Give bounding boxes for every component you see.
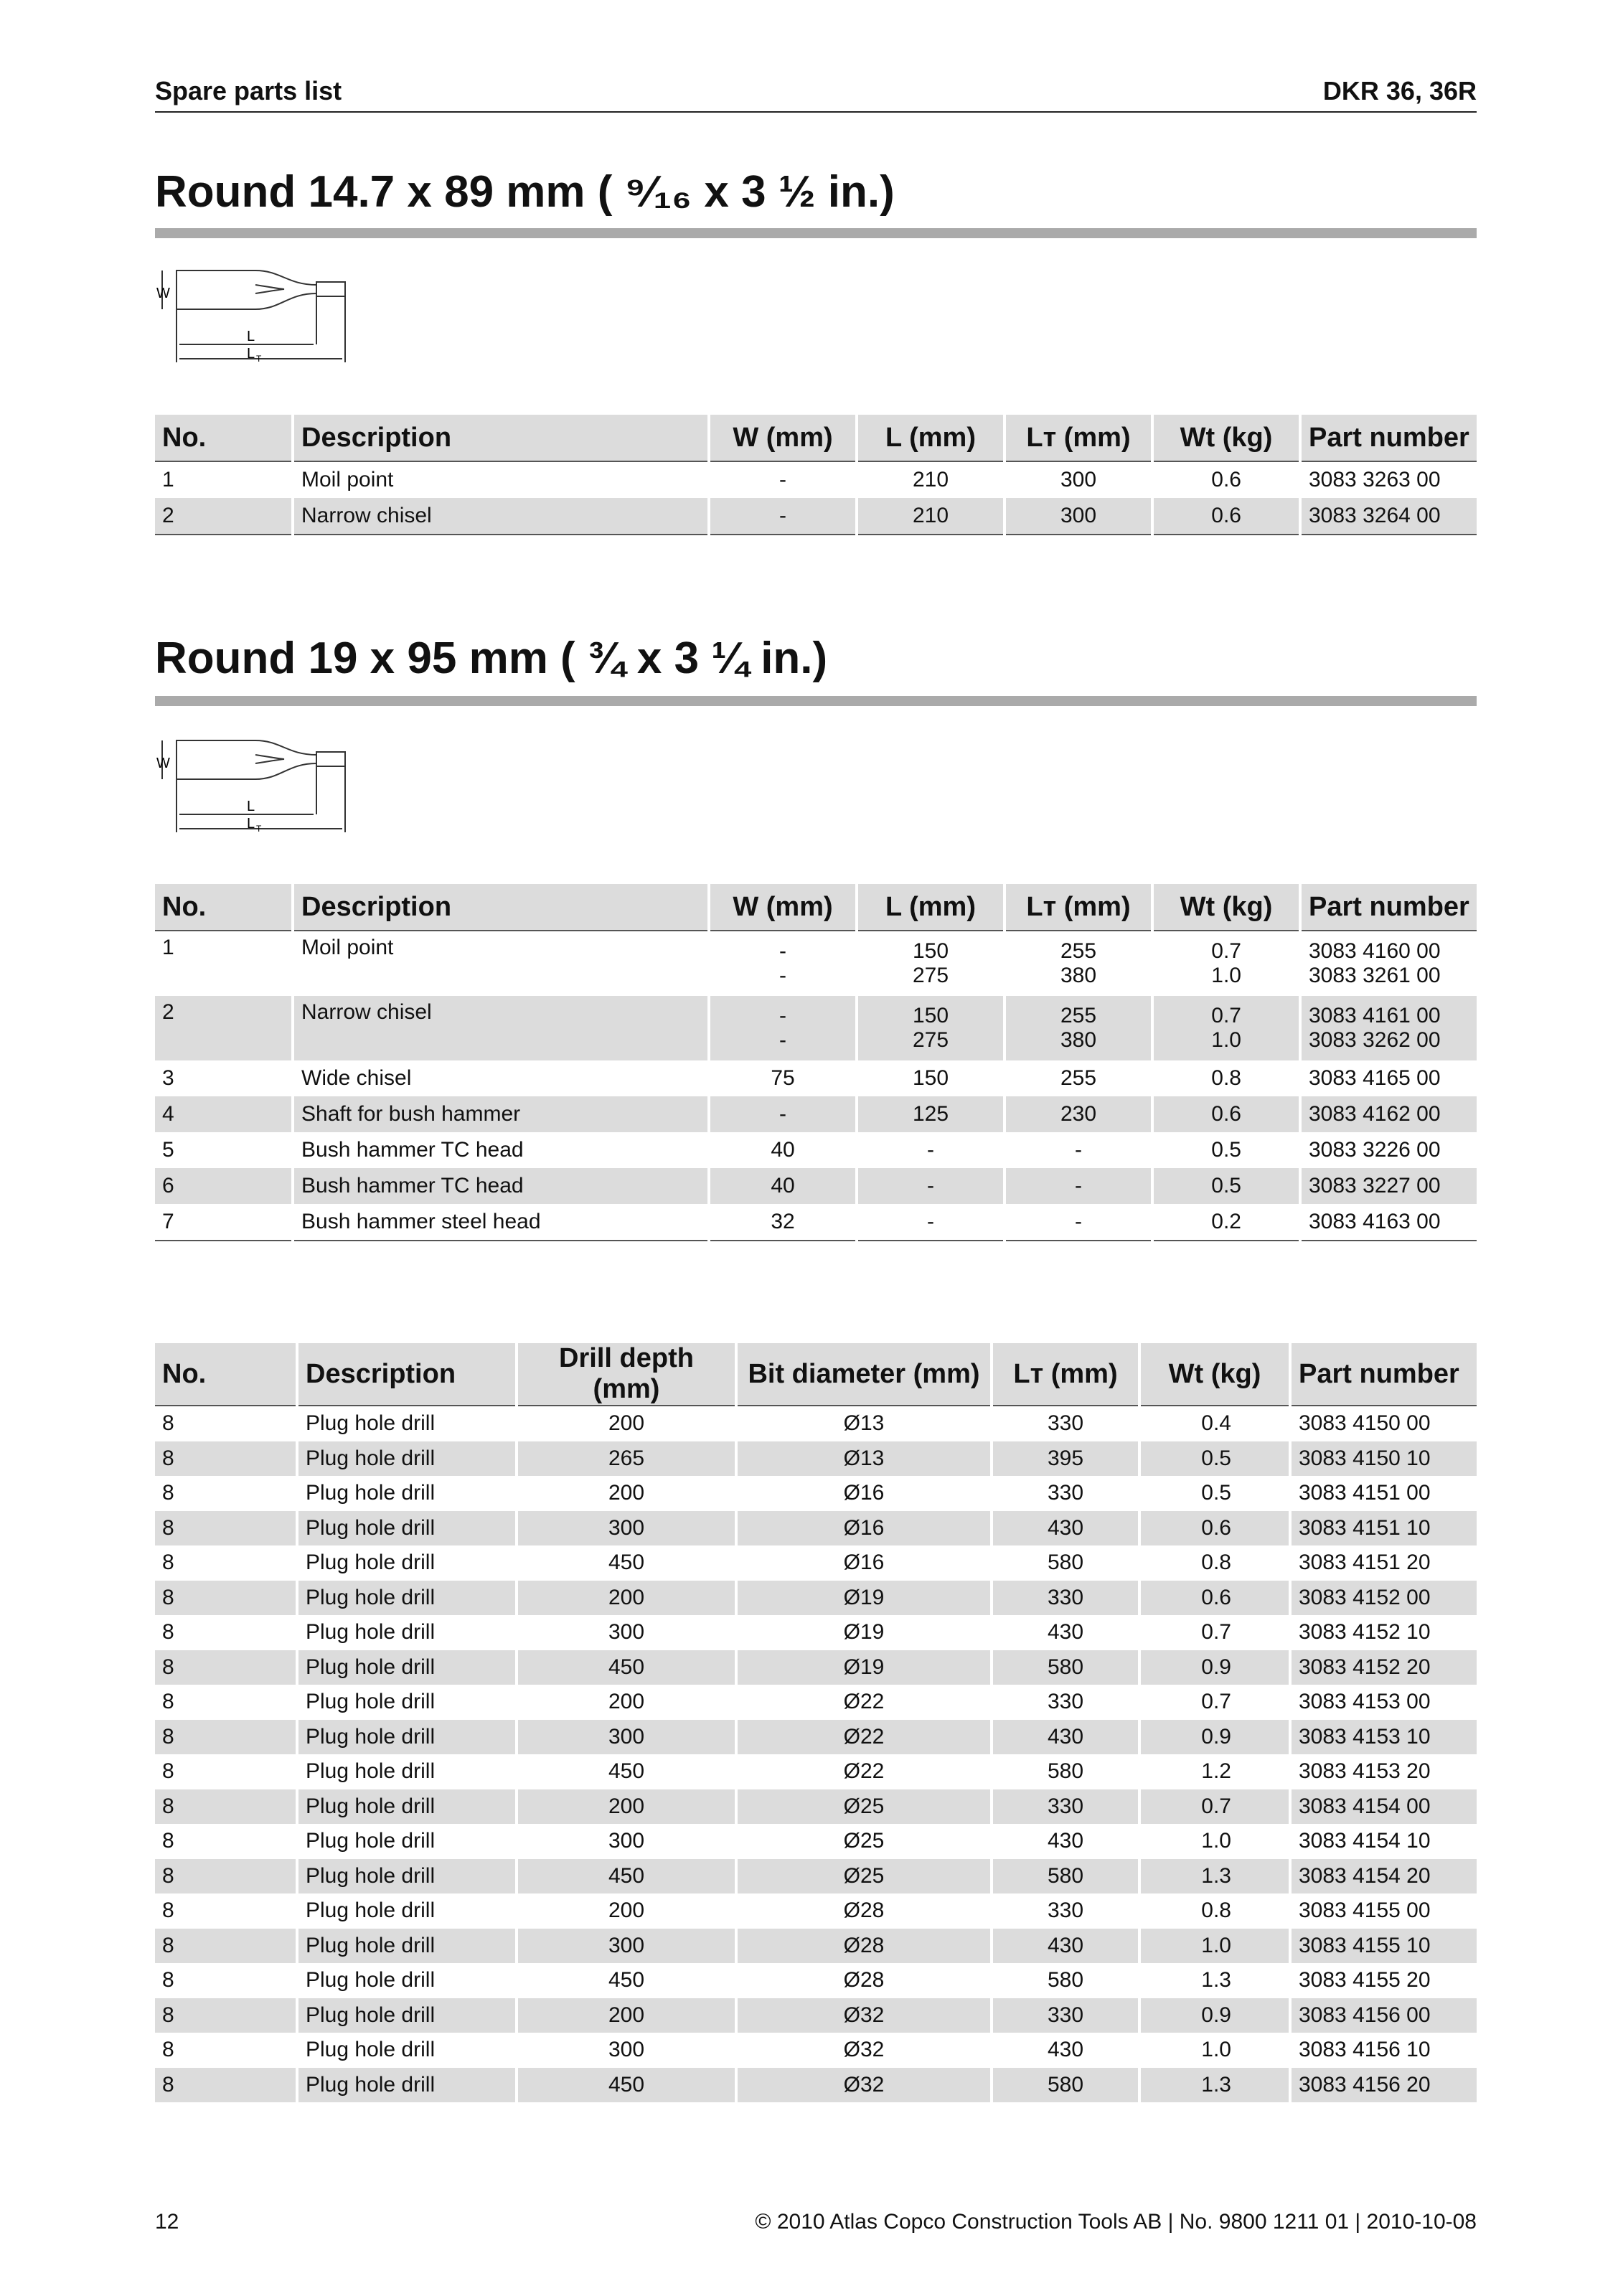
table-row <box>155 931 1477 996</box>
cell-drill-depth: 200 <box>517 1998 736 2033</box>
cell-description: Plug hole drill <box>297 1615 517 1650</box>
table-row <box>155 1545 1477 1581</box>
cell-wt: 0.5 <box>1139 1441 1290 1477</box>
table-row <box>155 1789 1477 1825</box>
diagram-l-label: L <box>247 799 255 814</box>
cell-wt: 0.9 <box>1139 1720 1290 1755</box>
cell-no: 2 <box>155 498 293 535</box>
cell-lt: 395 <box>992 1441 1139 1477</box>
cell-no: 8 <box>155 1998 297 2033</box>
cell-description: Moil point <box>293 931 709 996</box>
cell-wt: 0.8 <box>1139 1893 1290 1929</box>
cell-no: 8 <box>155 1685 297 1720</box>
cell-description: Plug hole drill <box>297 1893 517 1929</box>
table-row <box>155 2033 1477 2068</box>
cell-wt: 0.8 <box>1152 1060 1300 1096</box>
cell-l: - <box>857 1204 1005 1241</box>
cell-no: 8 <box>155 1406 297 1441</box>
cell-wt: 0.5 <box>1139 1476 1290 1511</box>
cell-wt: 1.3 <box>1139 2068 1290 2103</box>
col-lt: Lᴛ (mm) <box>1005 884 1152 931</box>
cell-wt: 1.0 <box>1139 1929 1290 1964</box>
header-title: Spare parts list <box>155 76 342 105</box>
cell-bit-diameter: Ø22 <box>736 1720 992 1755</box>
cell-no: 8 <box>155 1929 297 1964</box>
cell-drill-depth: 300 <box>517 1929 736 1964</box>
cell-l: - <box>857 1132 1005 1168</box>
table-row <box>155 461 1477 498</box>
cell-bit-diameter: Ø25 <box>736 1859 992 1894</box>
cell-wt: 0.5 <box>1152 1168 1300 1204</box>
cell-lt: 230 <box>1005 1096 1152 1132</box>
cell-description: Narrow chisel <box>293 498 709 535</box>
section1-title: Round 14.7 x 89 mm ( ⁹⁄₁₆ x 3 ½ in.) <box>155 167 895 217</box>
cell-bit-diameter: Ø32 <box>736 2033 992 2068</box>
cell-part-number: 3083 4151 00 <box>1299 1481 1431 1505</box>
diagram-lt-subscript: T <box>256 354 262 362</box>
table-row <box>155 1824 1477 1859</box>
cell-lt: 330 <box>992 1406 1139 1441</box>
cell-lt: 330 <box>992 1998 1139 2033</box>
cell-wt: 0.7 1.0 <box>1152 996 1300 1060</box>
cell-no: 8 <box>155 1581 297 1616</box>
table-row <box>155 1204 1477 1241</box>
cell-lt: 580 <box>992 1754 1139 1789</box>
cell-drill-depth: 200 <box>517 1406 736 1441</box>
tool-dimension-diagram-2 <box>155 739 370 832</box>
cell-lt: 430 <box>992 2033 1139 2068</box>
table-row <box>155 498 1477 535</box>
cell-wt: 0.6 <box>1152 461 1300 498</box>
cell-bit-diameter: Ø25 <box>736 1824 992 1859</box>
cell-no: 6 <box>155 1168 293 1204</box>
cell-description: Plug hole drill <box>297 1754 517 1789</box>
cell-part-number: 3083 4154 10 <box>1299 1829 1431 1853</box>
table-row <box>155 2068 1477 2103</box>
cell-drill-depth: 300 <box>517 1824 736 1859</box>
cell-no: 1 <box>155 461 293 498</box>
cell-bit-diameter: Ø19 <box>736 1615 992 1650</box>
col-no: No. <box>155 884 293 931</box>
cell-drill-depth: 300 <box>517 1720 736 1755</box>
cell-description: Shaft for bush hammer <box>293 1096 709 1132</box>
cell-part-number: 3083 4153 10 <box>1290 1720 1477 1755</box>
cell-part-number: 3083 3226 00 <box>1309 1138 1441 1162</box>
cell-drill-depth: 450 <box>517 1859 736 1894</box>
col-wt: Wt (kg) <box>1152 884 1300 931</box>
cell-l: - <box>857 1168 1005 1204</box>
cell-no: 8 <box>155 1893 297 1929</box>
table-row <box>155 1060 1477 1096</box>
cell-part-number: 3083 4163 00 <box>1300 1204 1477 1241</box>
col-lt: Lᴛ (mm) <box>992 1343 1139 1406</box>
cell-lt: 255 380 <box>1005 996 1152 1060</box>
cell-no: 2 <box>155 996 293 1060</box>
col-w: W (mm) <box>709 415 857 461</box>
cell-part-number: 3083 4154 00 <box>1290 1789 1477 1825</box>
cell-description: Plug hole drill <box>297 1859 517 1894</box>
cell-description: Bush hammer TC head <box>293 1168 709 1204</box>
section1-bar <box>155 228 1477 238</box>
cell-bit-diameter: Ø28 <box>736 1929 992 1964</box>
cell-l: 210 <box>857 498 1005 535</box>
table-row <box>155 1132 1477 1168</box>
cell-wt: 0.8 <box>1139 1545 1290 1581</box>
cell-part-number: 3083 4156 00 <box>1290 1998 1477 2033</box>
cell-no: 8 <box>155 1441 297 1477</box>
table-row <box>155 1998 1477 2033</box>
cell-description: Plug hole drill <box>297 1685 517 1720</box>
cell-description: Plug hole drill <box>297 1824 517 1859</box>
cell-lt: 430 <box>992 1720 1139 1755</box>
table-row <box>155 1476 1477 1511</box>
col-description: Description <box>293 415 709 461</box>
cell-description: Narrow chisel <box>293 996 709 1060</box>
cell-part-number: 3083 4161 00 3083 3262 00 <box>1300 996 1477 1060</box>
table-row <box>155 1168 1477 1204</box>
cell-l: 210 <box>857 461 1005 498</box>
section3-table <box>155 1343 1477 2102</box>
table-row <box>155 1406 1477 1441</box>
cell-part-number: 3083 4153 00 <box>1299 1690 1431 1714</box>
cell-bit-diameter: Ø16 <box>736 1511 992 1546</box>
cell-wt: 0.7 <box>1139 1615 1290 1650</box>
table-header-row <box>155 415 1477 461</box>
cell-no: 8 <box>155 1859 297 1894</box>
cell-lt: 330 <box>992 1476 1139 1511</box>
table-header-row <box>155 1343 1477 1406</box>
cell-wt: 0.7 <box>1139 1685 1290 1720</box>
cell-w: - <box>709 461 857 498</box>
cell-wt: 0.6 <box>1152 1096 1300 1132</box>
cell-part-number: 3083 4152 10 <box>1299 1620 1431 1645</box>
cell-description: Plug hole drill <box>297 2033 517 2068</box>
cell-part-number: 3083 4151 20 <box>1299 1551 1431 1575</box>
cell-wt: 0.6 <box>1152 498 1300 535</box>
cell-lt: 330 <box>992 1581 1139 1616</box>
col-no: No. <box>155 415 293 461</box>
cell-drill-depth: 450 <box>517 1650 736 1685</box>
col-l: L (mm) <box>857 884 1005 931</box>
cell-lt: 430 <box>992 1615 1139 1650</box>
cell-bit-diameter: Ø32 <box>736 1998 992 2033</box>
cell-lt: 330 <box>992 1685 1139 1720</box>
cell-no: 8 <box>155 1650 297 1685</box>
cell-drill-depth: 300 <box>517 1615 736 1650</box>
col-part-number: Part number <box>1300 415 1477 461</box>
table-row <box>155 1754 1477 1789</box>
cell-drill-depth: 450 <box>517 1545 736 1581</box>
cell-drill-depth: 200 <box>517 1789 736 1825</box>
cell-w: 40 <box>709 1132 857 1168</box>
cell-w: - - <box>709 996 857 1060</box>
cell-bit-diameter: Ø25 <box>736 1789 992 1825</box>
cell-lt: 300 <box>1005 461 1152 498</box>
cell-bit-diameter: Ø28 <box>736 1893 992 1929</box>
cell-bit-diameter: Ø19 <box>736 1581 992 1616</box>
cell-drill-depth: 300 <box>517 1511 736 1546</box>
cell-part-number: 3083 4152 00 <box>1290 1581 1477 1616</box>
cell-wt: 0.4 <box>1139 1406 1290 1441</box>
cell-lt: 255 <box>1005 1060 1152 1096</box>
diagram-lt-subscript: T <box>256 824 262 832</box>
cell-l: 150 275 <box>857 996 1005 1060</box>
cell-part-number: 3083 3263 00 <box>1309 468 1441 491</box>
cell-wt: 1.2 <box>1139 1754 1290 1789</box>
cell-no: 8 <box>155 1824 297 1859</box>
cell-lt: 430 <box>992 1929 1139 1964</box>
cell-drill-depth: 200 <box>517 1581 736 1616</box>
col-wt: Wt (kg) <box>1139 1343 1290 1406</box>
cell-part-number: 3083 4155 00 <box>1299 1899 1431 1923</box>
col-description: Description <box>297 1343 517 1406</box>
cell-wt: 0.7 1.0 <box>1152 931 1300 996</box>
cell-no: 7 <box>155 1204 293 1241</box>
cell-bit-diameter: Ø32 <box>736 2068 992 2103</box>
col-no: No. <box>155 1343 297 1406</box>
cell-part-number: 3083 4162 00 <box>1300 1096 1477 1132</box>
cell-lt: 580 <box>992 1545 1139 1581</box>
cell-l: 150 275 <box>857 931 1005 996</box>
cell-part-number: 3083 4156 20 <box>1290 2068 1477 2103</box>
cell-bit-diameter: Ø16 <box>736 1545 992 1581</box>
table-row <box>155 1893 1477 1929</box>
cell-drill-depth: 450 <box>517 1754 736 1789</box>
cell-wt: 0.7 <box>1139 1789 1290 1825</box>
table-row <box>155 1511 1477 1546</box>
cell-wt: 0.9 <box>1139 1650 1290 1685</box>
table-row <box>155 1441 1477 1477</box>
diagram-lt-label: L <box>247 816 255 832</box>
cell-drill-depth: 300 <box>517 2033 736 2068</box>
cell-bit-diameter: Ø13 <box>736 1406 992 1441</box>
col-description: Description <box>293 884 709 931</box>
cell-wt: 1.0 <box>1139 2033 1290 2068</box>
col-drill-depth: Drill depth (mm) <box>517 1343 736 1406</box>
cell-no: 8 <box>155 1720 297 1755</box>
table-row <box>155 1096 1477 1132</box>
cell-lt: 580 <box>992 1650 1139 1685</box>
table-header-row <box>155 884 1477 931</box>
col-part-number: Part number <box>1290 1343 1477 1406</box>
cell-description: Plug hole drill <box>297 1720 517 1755</box>
cell-description: Plug hole drill <box>297 1545 517 1581</box>
cell-lt: 300 <box>1005 498 1152 535</box>
cell-no: 8 <box>155 2033 297 2068</box>
cell-part-number: 3083 4151 10 <box>1290 1511 1477 1546</box>
cell-lt: 330 <box>992 1893 1139 1929</box>
section2-bar <box>155 696 1477 706</box>
cell-part-number: 3083 4150 00 <box>1299 1411 1431 1436</box>
cell-w: - - <box>709 931 857 996</box>
cell-drill-depth: 200 <box>517 1476 736 1511</box>
col-wt: Wt (kg) <box>1152 415 1300 461</box>
cell-bit-diameter: Ø19 <box>736 1650 992 1685</box>
cell-description: Plug hole drill <box>297 1929 517 1964</box>
cell-no: 8 <box>155 1511 297 1546</box>
cell-bit-diameter: Ø22 <box>736 1754 992 1789</box>
cell-w: - <box>709 1096 857 1132</box>
cell-bit-diameter: Ø13 <box>736 1441 992 1477</box>
col-w: W (mm) <box>709 884 857 931</box>
cell-no: 8 <box>155 1754 297 1789</box>
col-l: L (mm) <box>857 415 1005 461</box>
cell-wt: 1.3 <box>1139 1963 1290 1998</box>
cell-part-number: 3083 4153 20 <box>1299 1759 1431 1784</box>
cell-l: 125 <box>857 1096 1005 1132</box>
cell-description: Plug hole drill <box>297 1789 517 1825</box>
cell-part-number: 3083 4155 10 <box>1290 1929 1477 1964</box>
cell-lt: 580 <box>992 1963 1139 1998</box>
cell-part-number: 3083 4156 10 <box>1299 2038 1431 2062</box>
cell-description: Plug hole drill <box>297 1406 517 1441</box>
section1-table <box>155 415 1477 535</box>
cell-part-number: 3083 3264 00 <box>1300 498 1477 535</box>
table-row <box>155 1650 1477 1685</box>
cell-description: Plug hole drill <box>297 1581 517 1616</box>
diagram-l-label: L <box>247 329 255 344</box>
tool-dimension-diagram-1 <box>155 269 370 362</box>
cell-bit-diameter: Ø22 <box>736 1685 992 1720</box>
section2-title: Round 19 x 95 mm ( ¾ x 3 ¼ in.) <box>155 634 828 683</box>
cell-drill-depth: 200 <box>517 1685 736 1720</box>
col-lt: Lᴛ (mm) <box>1005 415 1152 461</box>
cell-description: Bush hammer TC head <box>293 1132 709 1168</box>
table-row <box>155 1615 1477 1650</box>
cell-part-number: 3083 4155 20 <box>1299 1968 1431 1992</box>
table-row <box>155 1720 1477 1755</box>
cell-wt: 1.0 <box>1139 1824 1290 1859</box>
table-row <box>155 1685 1477 1720</box>
cell-l: 150 <box>857 1060 1005 1096</box>
cell-lt: 580 <box>992 2068 1139 2103</box>
cell-description: Plug hole drill <box>297 1963 517 1998</box>
cell-no: 8 <box>155 1615 297 1650</box>
table-row <box>155 1963 1477 1998</box>
cell-lt: 430 <box>992 1824 1139 1859</box>
cell-lt: 430 <box>992 1511 1139 1546</box>
cell-lt: - <box>1005 1204 1152 1241</box>
cell-part-number: 3083 4152 20 <box>1290 1650 1477 1685</box>
cell-description: Plug hole drill <box>297 1998 517 2033</box>
cell-w: 32 <box>709 1204 857 1241</box>
table-row <box>155 1581 1477 1616</box>
cell-description: Plug hole drill <box>297 2068 517 2103</box>
cell-drill-depth: 265 <box>517 1441 736 1477</box>
table-row <box>155 1929 1477 1964</box>
cell-no: 4 <box>155 1096 293 1132</box>
diagram-lt-label: L <box>247 346 255 362</box>
cell-bit-diameter: Ø16 <box>736 1476 992 1511</box>
cell-no: 8 <box>155 1545 297 1581</box>
cell-wt: 0.5 <box>1152 1132 1300 1168</box>
cell-w: - <box>709 498 857 535</box>
cell-description: Bush hammer steel head <box>293 1204 709 1241</box>
cell-description: Moil point <box>293 461 709 498</box>
cell-drill-depth: 200 <box>517 1893 736 1929</box>
cell-no: 8 <box>155 1476 297 1511</box>
cell-lt: 580 <box>992 1859 1139 1894</box>
col-bit-diameter: Bit diameter (mm) <box>736 1343 992 1406</box>
cell-part-number: 3083 4165 00 <box>1309 1066 1441 1090</box>
cell-wt: 1.3 <box>1139 1859 1290 1894</box>
cell-no: 8 <box>155 2068 297 2103</box>
cell-wt: 0.6 <box>1139 1581 1290 1616</box>
cell-part-number: 3083 3227 00 <box>1300 1168 1477 1204</box>
cell-w: 75 <box>709 1060 857 1096</box>
cell-wt: 0.2 <box>1152 1204 1300 1241</box>
table-row <box>155 996 1477 1060</box>
cell-description: Plug hole drill <box>297 1441 517 1477</box>
page-number: 12 <box>155 2210 179 2234</box>
header-model: DKR 36, 36R <box>1322 76 1477 105</box>
cell-wt: 0.9 <box>1139 1998 1290 2033</box>
section2-table <box>155 884 1477 1241</box>
cell-lt: - <box>1005 1168 1152 1204</box>
diagram-w-label: W <box>156 756 170 771</box>
cell-part-number: 3083 4160 00 3083 3261 00 <box>1309 939 1441 987</box>
col-part-number: Part number <box>1300 884 1477 931</box>
cell-w: 40 <box>709 1168 857 1204</box>
cell-wt: 0.6 <box>1139 1511 1290 1546</box>
section3-table-body <box>155 1406 1477 2102</box>
cell-description: Wide chisel <box>293 1060 709 1096</box>
cell-no: 1 <box>155 931 293 996</box>
cell-description: Plug hole drill <box>297 1511 517 1546</box>
cell-no: 5 <box>155 1132 293 1168</box>
cell-lt: - <box>1005 1132 1152 1168</box>
table-row <box>155 1859 1477 1894</box>
cell-no: 8 <box>155 1963 297 1998</box>
cell-drill-depth: 450 <box>517 1963 736 1998</box>
diagram-w-label: W <box>156 286 170 301</box>
cell-part-number: 3083 4154 20 <box>1290 1859 1477 1894</box>
footer-copyright: © 2010 Atlas Copco Construction Tools AB | No. 9800 1211 01 | 2010-10-08 <box>755 2210 1477 2234</box>
cell-lt: 330 <box>992 1789 1139 1825</box>
cell-description: Plug hole drill <box>297 1476 517 1511</box>
cell-lt: 255 380 <box>1005 931 1152 996</box>
header-divider <box>155 111 1477 113</box>
cell-no: 3 <box>155 1060 293 1096</box>
cell-drill-depth: 450 <box>517 2068 736 2103</box>
cell-no: 8 <box>155 1789 297 1825</box>
cell-part-number: 3083 4150 10 <box>1290 1441 1477 1477</box>
cell-description: Plug hole drill <box>297 1650 517 1685</box>
cell-bit-diameter: Ø28 <box>736 1963 992 1998</box>
